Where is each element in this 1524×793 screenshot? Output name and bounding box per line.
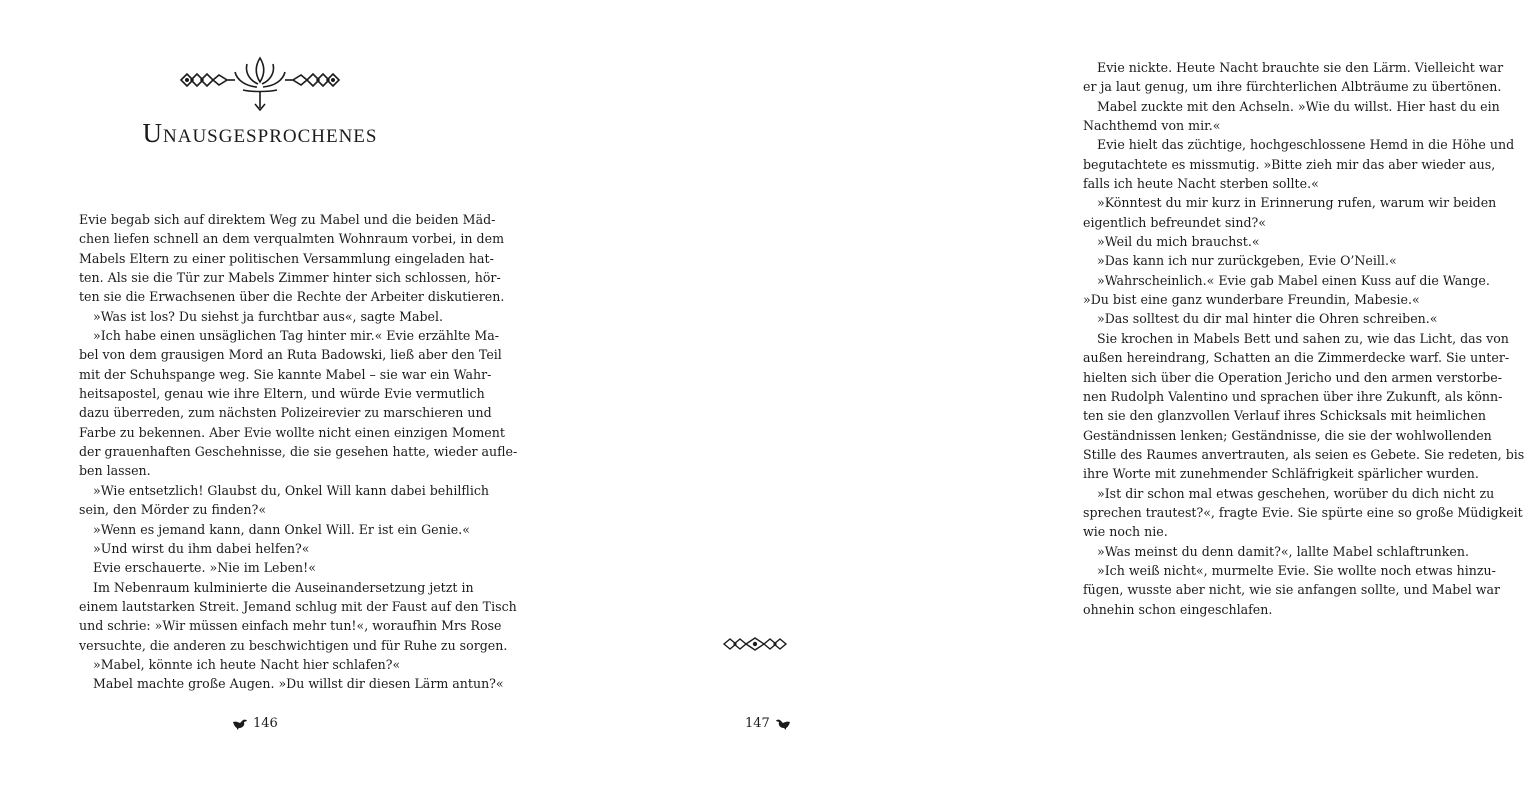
text-line: »Und wirst du ihm dabei helfen?«: [93, 540, 310, 556]
text-line: sprechen trautest?«, fragte Evie. Sie spürte eine so große Müdigkeit: [1083, 504, 1523, 520]
text-line: fügen, wusste aber nicht, wie sie anfangen sollte, und Mabel war: [1083, 582, 1501, 598]
text-line: Stille des Raumes anvertrauten, als seien es Gebete. Sie redeten, bis: [1083, 446, 1524, 462]
text-line: chen liefen schnell an dem verqualmten Wohnraum vorbei, in dem: [79, 231, 505, 247]
left-page: [0, 0, 518, 793]
text-line: Evie hielt das züchtige, hochgeschlossene Hemd in die Höhe und: [1097, 137, 1515, 153]
text-line: Evie erschauerte. »Nie im Leben!«: [93, 560, 316, 576]
text-line: wie noch nie.: [1083, 524, 1168, 540]
text-line: der grauenhaften Geschehnisse, die sie gesehen hatte, wieder aufle-: [79, 444, 518, 460]
page-number: 146: [253, 716, 278, 731]
text-line: ben lassen.: [79, 463, 151, 479]
text-line: »Wahrscheinlich.« Evie gab Mabel einen Kuss auf die Wange.: [1097, 272, 1490, 288]
art-deco-fan-ornament-icon: [175, 52, 345, 114]
text-line: »Könntest du mir kurz in Erinnerung rufen, warum wir beiden: [1097, 195, 1497, 211]
text-line: »Mabel, könnte ich heute Nacht hier schlafen?«: [93, 656, 401, 672]
text-line: ihre Worte mit zunehmender Schläfrigkeit spärlicher wurden.: [1083, 466, 1479, 482]
text-line: ten sie den glanzvollen Verlauf ihres Schicksals mit heimlichen: [1083, 408, 1486, 424]
text-line: heitsapostel, genau wie ihre Eltern, und würde Evie vermutlich: [79, 386, 485, 402]
text-line: ten sie die Erwachsenen über die Rechte der Arbeiter diskutieren.: [79, 289, 505, 305]
right-page: [510, 0, 1524, 793]
text-line: Sie krochen in Mabels Bett und sahen zu, wie das Licht, das von: [1097, 330, 1509, 346]
text-line: Mabel zuckte mit den Achseln. »Wie du willst. Hier hast du ein: [1097, 98, 1500, 114]
text-line: »Weil du mich brauchst.«: [1097, 234, 1260, 250]
text-line: ten. Als sie die Tür zur Mabels Zimmer hinter sich schlossen, hör-: [79, 270, 501, 286]
text-line: nen Rudolph Valentino und sprachen über ihre Zukunft, als könn-: [1083, 388, 1503, 404]
text-line: sein, den Mörder zu finden?«: [79, 502, 267, 518]
text-line: ohnehin schon eingeschlafen.: [1083, 601, 1273, 617]
text-line: »Das solltest du dir mal hinter die Ohren schreiben.«: [1097, 311, 1438, 327]
raven-icon: [775, 717, 791, 731]
text-line: Im Nebenraum kulminierte die Auseinandersetzung jetzt in: [93, 579, 474, 595]
text-line: »Das kann ich nur zurückgeben, Evie O’Neill.«: [1097, 253, 1397, 269]
text-line: »Du bist eine ganz wunderbare Freundin, Mabesie.«: [1083, 292, 1420, 308]
text-line: versuchte, die anderen zu beschwichtigen und für Ruhe zu sorgen.: [79, 637, 508, 653]
text-line: Mabels Eltern zu einer politischen Versammlung eingeladen hat-: [79, 250, 494, 266]
raven-icon: [232, 717, 248, 731]
text-line: eigentlich befreundet sind?«: [1083, 214, 1266, 230]
left-body-text: [79, 210, 518, 694]
text-line: falls ich heute Nacht sterben sollte.«: [1083, 176, 1319, 192]
text-line: Evie nickte. Heute Nacht brauchte sie den Lärm. Vielleicht war: [1097, 60, 1504, 75]
page-number: 147: [745, 716, 770, 731]
text-line: bel von dem grausigen Mord an Ruta Badowski, ließ aber den Teil: [79, 347, 502, 363]
text-line: Geständnissen lenken; Geständnisse, die sie der wohlwollenden: [1083, 427, 1492, 443]
text-line: Farbe zu bekennen. Aber Evie wollte nicht einen einzigen Moment: [79, 424, 505, 440]
text-line: begutachtete es missmutig. »Bitte zieh mir das aber wieder aus,: [1083, 156, 1496, 172]
text-line: »Was ist los? Du siehst ja furchtbar aus«, sagte Mabel.: [93, 308, 444, 324]
text-line: »Wenn es jemand kann, dann Onkel Will. Er ist ein Genie.«: [93, 521, 470, 537]
text-line: dazu überreden, zum nächsten Polizeirevier zu marschieren und: [79, 405, 492, 421]
text-line: Mabel machte große Augen. »Du willst dir diesen Lärm antun?«: [93, 676, 504, 692]
text-line: er ja laut genug, um ihre fürchterlichen Albträume zu übertönen.: [1083, 79, 1502, 95]
text-line: »Wie entsetzlich! Glaubst du, Onkel Will kann dabei behilflich: [93, 482, 490, 498]
chapter-title: Unausgesprochenes: [142, 118, 378, 148]
text-line: Nachthemd von mir.«: [1083, 118, 1221, 134]
text-line: und schrie: »Wir müssen einfach mehr tun!«, woraufhin Mrs Rose: [79, 618, 502, 634]
text-line: Evie begab sich auf direktem Weg zu Mabel und die beiden Mäd-: [79, 212, 496, 227]
text-line: »Was meinst du denn damit?«, lallte Mabel schlaftrunken.: [1097, 543, 1469, 559]
right-folio: [745, 716, 791, 731]
text-line: »Ich habe einen unsäglichen Tag hinter mir.« Evie erzählte Ma-: [93, 328, 500, 344]
text-line: »Ist dir schon mal etwas geschehen, worüber du dich nicht zu: [1097, 485, 1495, 501]
text-line: hielten sich über die Operation Jericho und den armen verstorbe-: [1083, 369, 1502, 385]
text-line: außen hereindrang, Schatten an die Zimmerdecke warf. Sie unter-: [1083, 350, 1510, 366]
right-body-text: [1083, 58, 1524, 619]
diamond-chain-ornament-icon: [722, 636, 788, 652]
text-line: mit der Schuhspange weg. Sie kannte Mabel – sie war ein Wahr-: [79, 366, 492, 382]
text-line: einem lautstarken Streit. Jemand schlug mit der Faust auf den Tisch: [79, 598, 517, 614]
left-folio: [232, 716, 278, 731]
text-line: »Ich weiß nicht«, murmelte Evie. Sie wollte noch etwas hinzu-: [1097, 562, 1496, 578]
